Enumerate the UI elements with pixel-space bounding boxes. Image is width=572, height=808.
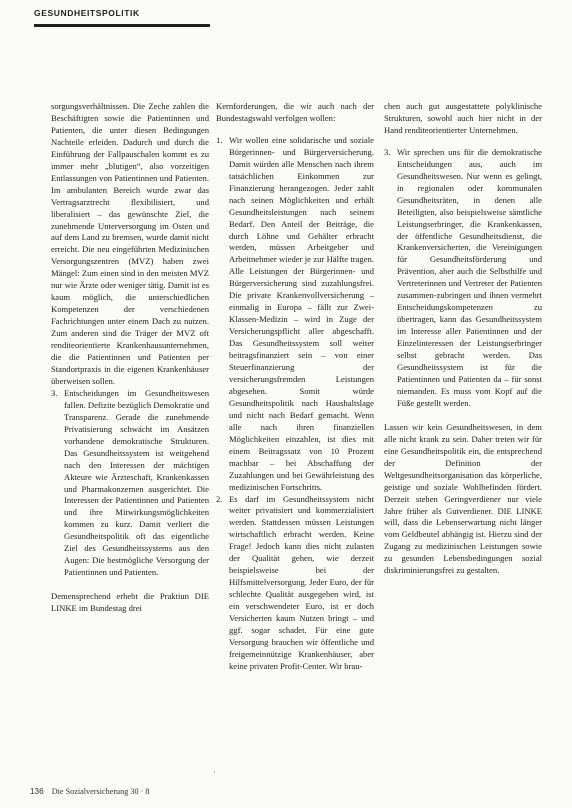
numbered-list xyxy=(216,135,374,673)
publication-name: Die Sozialversicherung 30 · 8 xyxy=(51,787,150,796)
list-item-text: Wir sprechen uns für die demokratische Entscheidungen aus, auch im Gesundheitswesen. Nur wenn es gelingt, in regionalen oder kommunalen Gesundheitsräten, in denen alle Beteiligten, also beispielsweise sämtliche Leistungserbringer, die Krankenkassen, der öffentliche Gesundheitsdienst, die Krankenversicherten, die Vereinigungen für Gesundheitsförderung und Prävention, aber auch die Selbsthilfe und Vertreterinnen und Vertreter der Patienten zusammen-zubringen und ihnen vermehrt Entscheidungskompetenzen zu übertragen, kann das Gesundheitssystem im Interesse aller Patientinnen und der Einzelinteressen der Leistungserbringer selbst gebracht werden. Das Gesundheitssystem ist für die Patientinnen und Patienten da – für sonst niemanden. Es muss vom Kopf auf die Füße gestellt werden. xyxy=(397,146,542,408)
paragraph: Demensprechend erhebt die Praktiun DIE LINKE im Bundestag drei xyxy=(51,591,209,614)
column-2 xyxy=(216,101,374,673)
list-number: 2. xyxy=(216,493,223,504)
list-item-text: Wir wollen eine solidarische und soziale Bürgerinnen- und Bürgerversicherung. Damit würden alle Menschen nach ihrem tatsächlichen Einkommen zur Finanzierung herangezogen. Jeder zahlt nach seinen Möglichkeiten und erhält Gesundheitsleistungen nach seinem Bedarf. Den Anteil der Beiträge, die durch Löhne und Gehälter erbracht werden, müssen Arbeitgeber und Arbeitnehmer wieder je zur Hälfte tragen. Alle Leistungen der Bürgerinnen- und Bürgerversicherung sind zuzahlungsfrei. Die private Krankenvollversicherung – einmalig in Europa – fällt zur Zwei-Klassen-Medizin – wird in Zuge der Versicherungspflicht aller abgeschafft. Das Gesundheitssystem soll weiter beitragsfinanziert sein – von einer Steuerfinanzierung der versicherungsfremden Leistungen abgesehen. Somit würde Gesundheitspolitik nach Haushaltslage und nicht nach Bedarf gemacht. Wenn alle nach ihren finanziellen Möglichkeiten einzahlen, ist dies mit einem Beitragssatz von 10 Prozent machbar – bei Abschaffung der Zuzahlungen und bei Gewährleistung des medizinischen Fortschritts. xyxy=(229,134,374,492)
paragraph: sorgungsverhältnissen. Die Zeche zahlen die Beschäftigten sowie die Patientinnen und Patienten, die unter diesen Bedingungen Nachteile erleiden. Dadurch und durch die Einführung der Fallpauschalen kommt es zu immer mehr „blutigen“, also vorzeitigen Entlassungen von Patientinnen und Patienten. Im ambulanten Bereich wurde zwar das Vertragsarztrecht flexibilisiert, und liberalisiert – das gewünschte Ziel, die zunehmende Unterversorgung im Osten und auf dem Land zu bremsen, wurde damit nicht erreicht. Die neu eingeführten Medizinischen Versorgungszentren (MVZ) haben zwei Mängel: Zum einen sind in den meisten MVZ nur wie Ärzte oder weniger tätig. Damit ist es kaum möglich, die unterschiedlichen Kompetenzen der verschiedenen Fachrichtungen unter einem Dach zu nutzen. Zum anderen sind die Träger der MVZ oft renditeorientierte Krankenhausunternehmen, die die Patientinnen und Patienten per Standortpraxis in die eigenen Krankenhäuser überweisen sollen. xyxy=(51,101,209,386)
paragraph: Lassen wir kein Gesundheitswesen, in dem alle nicht krank zu sein. Daher treten wir für eine Gesundheitspolitik ein, die entsprechend der Definition der Weltgesundheitsorganisation das körperliche, geistige und soziale Wohlbefinden fördert. Derzeit stehen Geringverdiener nur viele Jahre früher als Gutverdiener. DIE LINKE will, dass die Lebenserwartung nicht länger vom Geldbeutel abhängig ist. Hierzu sind der Zugang zu medizinischen Leistungen sowie zu gesunden Lebensbedingungen sozial diskriminierungsfrei zu gestalten. xyxy=(384,421,542,576)
list-item-text: Entscheidungen im Gesundheitswesen fallen. Defizite bezüglich Demokratie und Transparenz. Gerade die zunehmende Privatisierung schwächt im Ansätzen vorhandene demokratische Strukturen. Das Gesundheitssystem ist weitgehend nach den Interessen der mächtigen Akteure wie Ärzteschaft, Krankenkassen und Pharmakonzernen ausgerichtet. Die Interessen der Patientinnen und Patienten und ihre Mitwirkungsmöglichkeiten kommen zu kurz. Damit verliert die Gesundheitspolitik oft das eigentliche Ziel des Gesundheitssystems aus den Augen: Die bestmögliche Versorgung der Patientinnen und Patienten. xyxy=(64,387,209,578)
list-number: 3. xyxy=(51,387,58,398)
list-item-3 xyxy=(51,388,209,579)
column-1 xyxy=(51,101,209,615)
center-dot: · xyxy=(213,768,216,777)
numbered-list xyxy=(51,388,209,579)
section-title: GESUNDHEITSPOLITIK xyxy=(34,8,140,18)
numbered-list xyxy=(384,147,542,410)
list-number: 3. xyxy=(384,146,391,157)
list-item-1 xyxy=(216,135,374,494)
page-footer xyxy=(30,787,150,796)
page-number: 136 xyxy=(30,787,44,796)
paragraph: chen auch gut ausgestattete polyklinische Strukturen, sowohl auch hier nicht in der Hand renditeorientierter Unternehmen. xyxy=(384,101,542,135)
list-item-text: Es darf im Gesundheitssystem nicht weiter privatisiert und kommerzialisiert werden. Stattdessen müssen Leistungen wirtschaftlich erbracht werden. Keine Frage! Jedoch kann dies nicht zulasten der Qualität gehen, wie derzeit beispielsweise bei der Hilfsmittelversorgung. Jeder Euro, der für schlechte Qualität ausgegeben wird, ist ein verschwendeter Euro, ist er doch Versicherten kaum Nutzen bringt – und ggf. sogar schadet. Für eine gute Versorgung brauchen wir öffentliche und freigemeinnützige Krankenhäuser, aber keine privaten Profit-Center. Wir brau- xyxy=(229,493,374,671)
column-3 xyxy=(384,101,542,577)
list-number: 1. xyxy=(216,134,223,145)
list-item-2 xyxy=(216,494,374,673)
list-item-3 xyxy=(384,147,542,410)
paragraph: Kernforderungen, die wir auch nach der Bundestagswahl verfolgen wollen: xyxy=(216,101,374,123)
header-rule xyxy=(34,24,210,27)
